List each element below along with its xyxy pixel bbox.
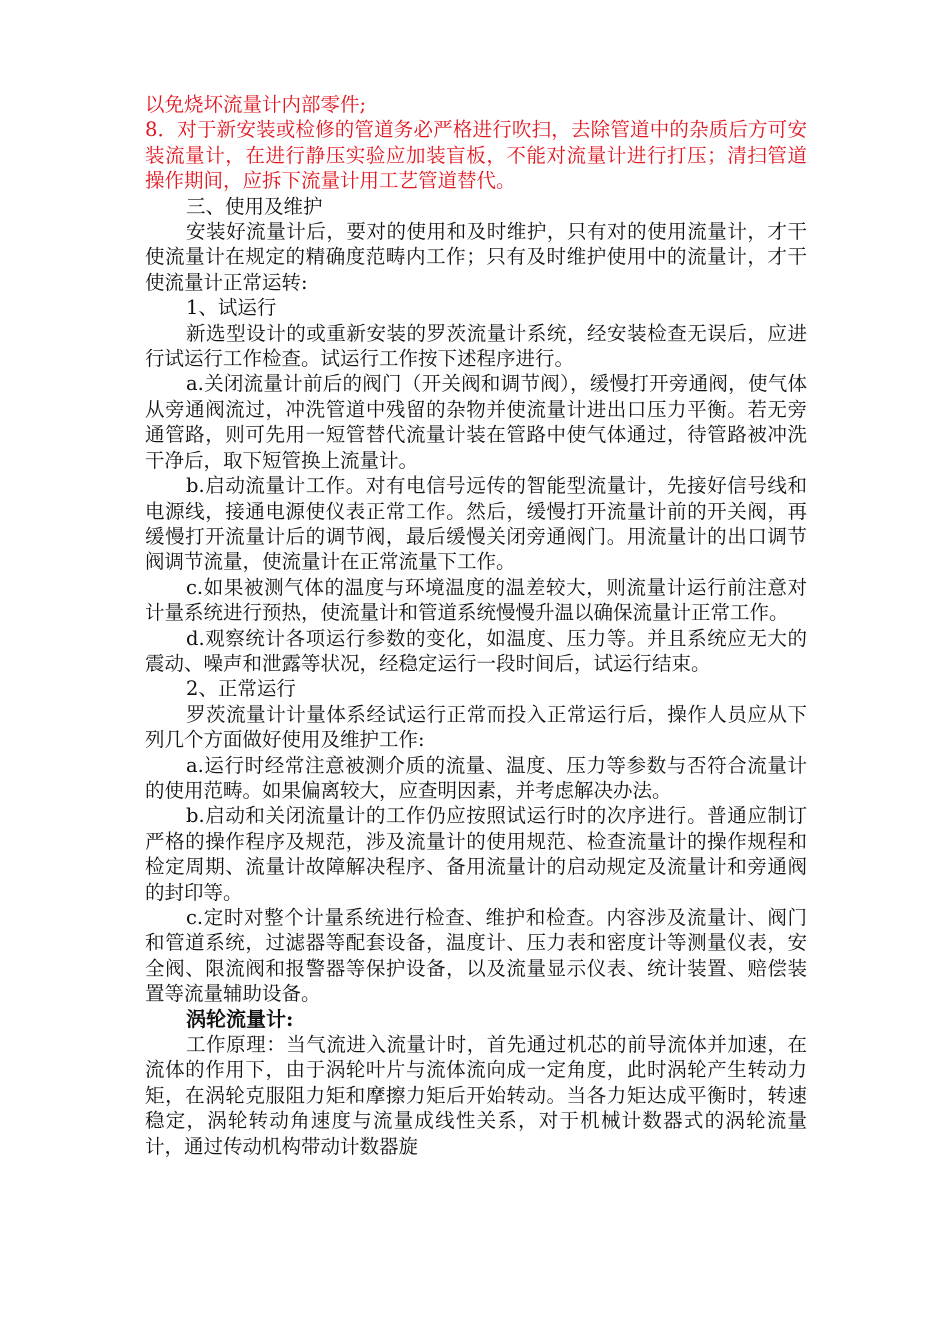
paragraph-normal-run: 罗茨流量计计量体系经试运行正常而投入正常运行后，操作人员应从下列几个方面做好使用及维护工作:: [145, 702, 807, 752]
paragraph-trial-run: 新选型设计的或重新安装的罗茨流量计系统，经安装检查无误后，应进行试运行工作检查。试运行工作按下述程序进行。: [145, 321, 807, 371]
section-heading-use-maintenance: 三、使用及维护: [186, 194, 323, 218]
paragraph-step-a: a.关闭流量计前后的阀门（开关阀和调节阀），缓慢打开旁通阀，使气体从旁通阀流过，冲洗管道中残留的杂物并使流量计进出口压力平衡。若无旁通管路，则可先用一短管替代流量计装在管路中使气体通过，待管路被冲洗干净后，取下短管换上流量计。: [145, 372, 807, 472]
paragraph-intro: 安装好流量计后，要对的使用和及时维护，只有对的使用流量计，才干使流量计在规定的精确度范畴内工作；只有及时维护使用中的流量计，才干使流量计正常运转:: [145, 220, 807, 294]
paragraph-normal-b: b.启动和关闭流量计的工作仍应按照试运行时的次序进行。普通应制订严格的操作程序及规范，涉及流量计的使用规范、检查流量计的操作规程和检定周期、流量计故障解决程序、备用流量计的启动规定及流量计和旁通阀的封印等。: [145, 804, 807, 904]
subheading-trial-run: 1、试运行: [186, 296, 277, 320]
section-heading-turbine-meter: 涡轮流量计:: [186, 1006, 294, 1031]
paragraph-step-d: d.观察统计各项运行参数的变化，如温度、压力等。并且系统应无大的震动、噪声和泄露等状况，经稳定运行一段时间后，试运行结束。: [145, 626, 807, 675]
document-body: [145, 92, 807, 1159]
paragraph-normal-a: a.运行时经常注意被测介质的流量、温度、压力等参数与否符合流量计的使用范畴。如果偏离较大，应查明因素，并考虑解决办法。: [145, 753, 807, 802]
paragraph-step-c: c.如果被测气体的温度与环境温度的温差较大，则流量计运行前注意对计量系统进行预热，使流量计和管道系统慢慢升温以确保流量计正常工作。: [145, 575, 807, 625]
paragraph-continuation: 以免烧坏流量计内部零件;: [145, 93, 367, 116]
paragraph-step-b: b.启动流量计工作。对有电信号远传的智能型流量计，先接好信号线和电源线，接通电源使仪表正常工作。然后，缓慢打开流量计前的开关阀，再缓慢打开流量计后的调节阀，最后缓慢关闭旁通阀门。用流量计的出口调节阀调节流量，使流量计在正常流量下工作。: [145, 474, 807, 574]
subheading-normal-run: 2、正常运行: [186, 677, 296, 701]
paragraph-working-principle: 工作原理：当气流进入流量计时，首先通过机芯的前导流体并加速，在流体的作用下，由于涡轮叶片与流体流向成一定角度，此时涡轮产生转动力矩，在涡轮克服阻力矩和摩擦力矩后开始转动。当各力矩达成平衡时，转速稳定，涡轮转动角速度与流量成线性关系，对于机械计数器式的涡轮流量计，通过传动机构带动计数器旋: [145, 1033, 807, 1158]
paragraph-item-8: 8．对于新安装或检修的管道务必严格进行吹扫，去除管道中的杂质后方可安装流量计，在进行静压实验应加装盲板，不能对流量计进行打压；清扫管道操作期间，应拆下流量计用工艺管道替代。: [145, 118, 807, 193]
paragraph-normal-c: c.定时对整个计量系统进行检查、维护和检查。内容涉及流量计、阀门和管道系统，过滤器等配套设备，温度计、压力表和密度计等测量仪表，安全阀、限流阀和报警器等保护设备，以及流量显示仪表、统计装置、赔偿装置等流量辅助设备。: [145, 906, 807, 1006]
